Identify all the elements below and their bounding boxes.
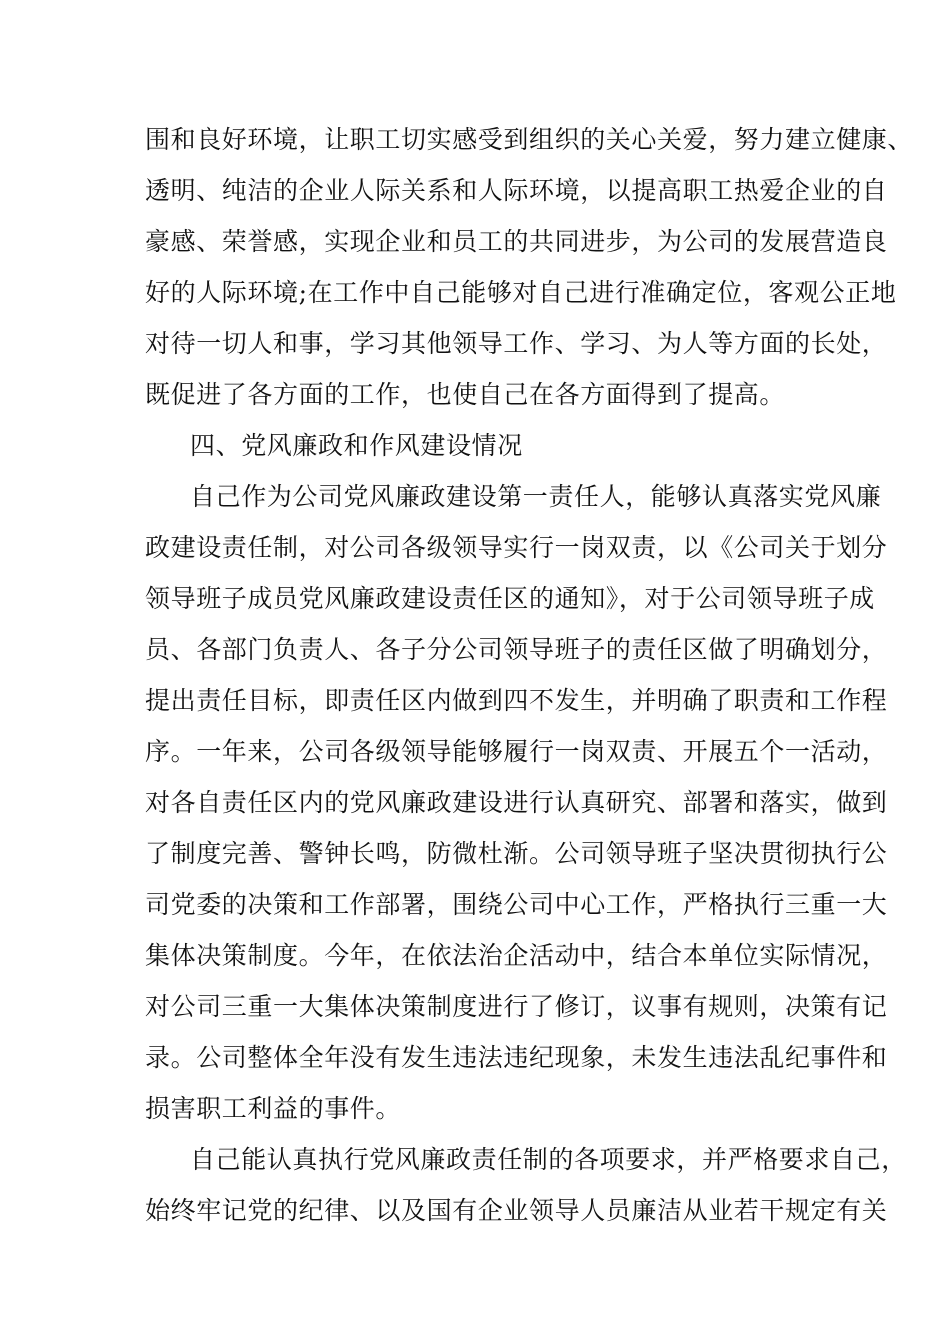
text-line: 录。公司整体全年没有发生违法违纪现象，未发生违法乱纪事件和 [145,1043,888,1072]
text-line: 集体决策制度。今年，在依法治企活动中，结合本单位实际情况， [145,941,888,970]
text-line: 自己作为公司党风廉政建设第一责任人，能够认真落实党风廉 [190,482,882,511]
text-line: 好的人际环境;在工作中自己能够对自己进行准确定位，客观公正地 [145,278,897,307]
text-line: 透明、纯洁的企业人际关系和人际环境，以提高职工热爱企业的自 [145,176,888,205]
text-line: 序。一年来，公司各级领导能够履行一岗双责、开展五个一活动， [145,737,888,766]
text-line: 司党委的决策和工作部署，围绕公司中心工作，严格执行三重一大 [145,890,888,919]
text-line: 豪感、荣誉感，实现企业和员工的共同进步，为公司的发展营造良 [145,227,888,256]
text-line: 提出责任目标，即责任区内做到四不发生，并明确了职责和工作程 [145,686,888,715]
section-heading: 四、党风廉政和作风建设情况 [190,431,523,460]
text-line: 领导班子成员党风廉政建设责任区的通知》，对于公司领导班子成 [145,584,875,613]
text-line: 始终牢记党的纪律、以及国有企业领导人员廉洁从业若干规定有关 [145,1196,888,1225]
text-line: 政建设责任制，对公司各级领导实行一岗双责，以《公司关于划分 [145,533,888,562]
text-line: 员、各部门负责人、各子分公司领导班子的责任区做了明确划分， [145,635,888,664]
text-line: 对各自责任区内的党风廉政建设进行认真研究、部署和落实，做到 [145,788,888,817]
text-line: 既促进了各方面的工作，也使自己在各方面得到了提高。 [145,380,786,409]
text-line: 自己能认真执行党风廉政责任制的各项要求，并严格要求自己， [190,1145,907,1174]
text-line: 了制度完善、警钟长鸣，防微杜渐。公司领导班子坚决贯彻执行公 [145,839,888,868]
text-line: 对待一切人和事，学习其他领导工作、学习、为人等方面的长处， [145,329,888,358]
text-line: 围和良好环境，让职工切实感受到组织的关心关爱，努力建立健康、 [145,125,914,154]
text-line: 对公司三重一大集体决策制度进行了修订，议事有规则，决策有记 [145,992,888,1021]
text-line: 损害职工利益的事件。 [145,1094,402,1123]
